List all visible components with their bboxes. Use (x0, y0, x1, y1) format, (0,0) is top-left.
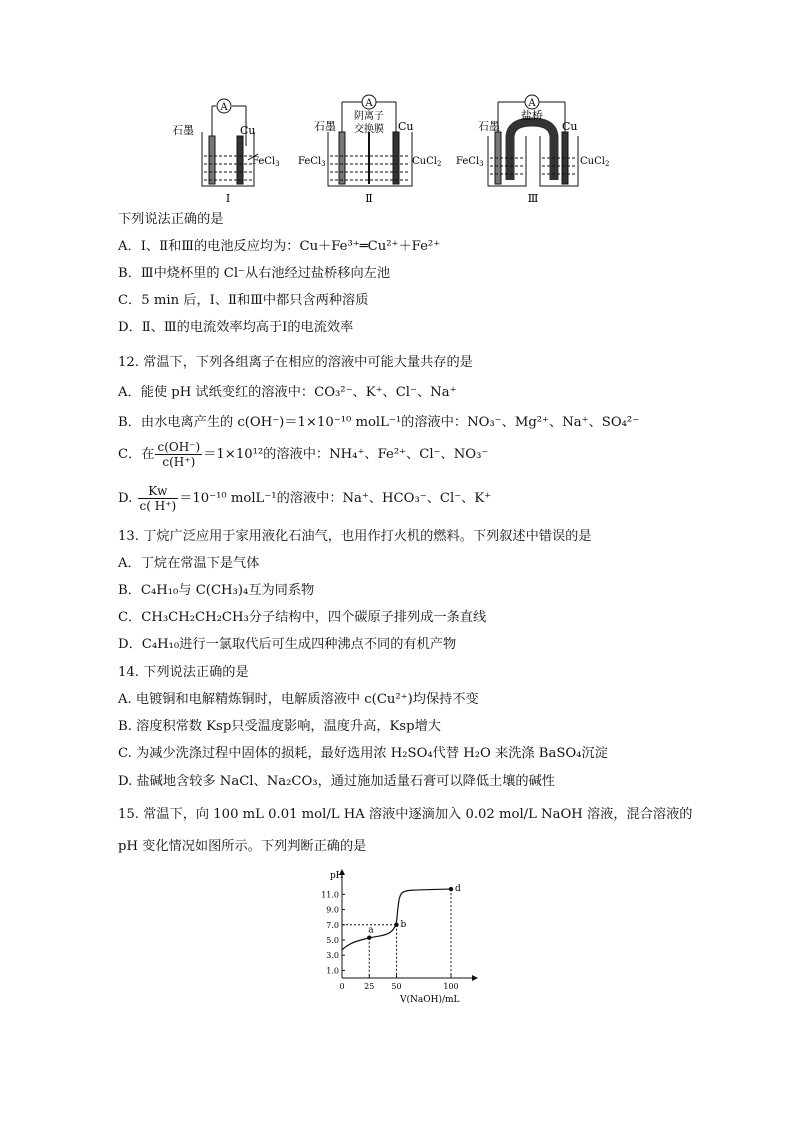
q12-c-prefix: C．在 (118, 447, 155, 462)
cell-2-numeral: Ⅱ (365, 192, 373, 205)
q12-d-numerator: Kw (138, 484, 179, 499)
fecl3-label-3: FeCl$_3$ (456, 156, 484, 168)
cu-label-3: Cu (562, 120, 578, 133)
q13-stem: 13. 丁烷广泛应用于家用液化石油气，也用作打火机的燃料。下列叙述中错误的是 (118, 529, 592, 544)
q13-option-d: D．C₄H₁₀进行一氯取代后可生成四种沸点不同的有机产物 (118, 637, 457, 652)
q14-stem: 14. 下列说法正确的是 (118, 665, 249, 680)
membrane-label-line2: 交换膜 (354, 124, 384, 135)
fecl3-label-1: FeCl$_3$ (252, 156, 280, 168)
q12-d-fraction (138, 484, 179, 513)
ammeter-1-label: A (220, 102, 228, 113)
q12-c-numerator: c(OH⁻) (157, 440, 201, 454)
cu-label-2: Cu (398, 120, 414, 133)
q13-option-b: B．C₄H₁₀与 C(CH₃)₄互为同系物 (118, 583, 315, 598)
q12-c-suffix: ＝1×10¹²的溶液中：NH₄⁺、Fe²⁺、Cl⁻、NO₃⁻ (203, 447, 489, 462)
q14-option-c: C. 为减少洗涤过程中固体的损耗，最好选用浓 H₂SO₄代替 H₂O 来洗涤 BaSO₄沉淀 (118, 746, 608, 761)
ammeter-2-label: A (365, 98, 373, 109)
x-tick-label: 25 (364, 982, 375, 991)
q12-d-suffix: ＝10⁻¹⁰ molL⁻¹的溶液中：Na⁺、HCO₃⁻、Cl⁻、K⁺ (179, 491, 492, 506)
q11-option-d: D．Ⅱ、Ⅲ的电流效率均高于Ⅰ的电流效率 (118, 320, 354, 335)
point-b (394, 923, 398, 927)
q15-stem-line1: 15. 常温下，向 100 mL 0.01 mol/L HA 溶液中逐滴加入 0.02 mol/L NaOH 溶液，混合溶液的 (118, 807, 693, 822)
titration-curve-chart (312, 866, 502, 1008)
y-tick-label: 7.0 (326, 920, 339, 930)
q14-option-b: B. 溶度积常数 Ksp只受温度影响，温度升高，Ksp增大 (118, 719, 441, 734)
q12-option-c (118, 440, 488, 469)
graphite-label-1: 石墨 (172, 124, 194, 137)
q12-d-prefix: D. (118, 491, 133, 506)
cell-1-numeral: Ⅰ (225, 192, 231, 205)
cu-label-1: Cu (240, 124, 256, 137)
q13-option-a: A．丁烷在常温下是气体 (118, 556, 260, 571)
graphite-label-3: 石墨 (478, 120, 500, 133)
cell-3-numeral: Ⅲ (527, 192, 539, 205)
titration-curve (342, 889, 451, 950)
q12-option-a: A．能使 pH 试纸变红的溶液中：CO₃²⁻、K⁺、Cl⁻、Na⁺ (118, 385, 457, 400)
y-tick-label: 9.0 (326, 905, 339, 915)
q13-option-c: C．CH₃CH₂CH₂CH₃分子结构中，四个碳原子排列成一条直线 (118, 610, 487, 625)
salt-bridge-label: 盐桥 (521, 109, 543, 122)
graphite-label-2: 石墨 (314, 120, 336, 133)
q14-option-a: A. 电镀铜和电解精炼铜时，电解质溶液中 c(Cu²⁺)均保持不变 (118, 692, 479, 707)
y-tick-label: 11.0 (321, 890, 339, 900)
x-tick-label: 100 (443, 982, 459, 991)
y-axis-label: pH (330, 871, 344, 881)
cell-1 (202, 99, 258, 186)
fecl3-label-2: FeCl$_3$ (298, 156, 326, 168)
y-tick-label: 1.0 (326, 966, 339, 976)
q11-option-b: B．Ⅲ中烧杯里的 Cl⁻从右池经过盐桥移向左池 (118, 266, 391, 281)
membrane-label-line1: 阴离子 (354, 111, 384, 122)
point-label-a: a (368, 925, 374, 936)
point-label-d: d (455, 884, 461, 895)
q12-stem: 12. 常温下，下列各组离子在相应的溶液中可能大量共存的是 (118, 355, 473, 370)
cucl2-label-2: CuCl$_2$ (412, 156, 442, 168)
q11-stem: 下列说法正确的是 (118, 212, 224, 227)
electrochemical-cells-figure (172, 92, 620, 210)
point-label-b: b (400, 919, 407, 930)
x-tick-label: 0 (339, 982, 345, 991)
x-axis-label: V(NaOH)/mL (400, 995, 460, 1005)
q12-c-denominator: c(H⁺) (162, 455, 196, 469)
y-tick-label: 5.0 (326, 936, 339, 945)
y-tick-label: 3.0 (326, 951, 339, 961)
point-a (367, 936, 371, 940)
q12-option-b: B．由水电离产生的 c(OH⁻)＝1×10⁻¹⁰ molL⁻¹的溶液中：NO₃⁻、Mg²⁺、Na⁺、SO₄²⁻ (118, 415, 640, 430)
q12-d-denominator: c( H⁺) (139, 499, 177, 513)
point-d (449, 887, 453, 891)
q12-option-d (118, 484, 491, 513)
q15-stem-line2: pH 变化情况如图所示。下列判断正确的是 (118, 839, 367, 854)
q14-option-d: D. 盐碱地含较多 NaCl、Na₂CO₃，通过施加适量石膏可以降低土壤的碱性 (118, 774, 555, 789)
q11-option-c: C．5 min 后，Ⅰ、Ⅱ和Ⅲ中都只含两种溶质 (118, 293, 369, 308)
ammeter-3-label: A (528, 98, 536, 109)
q12-c-fraction (155, 440, 202, 469)
cucl2-label-3: CuCl$_2$ (580, 156, 610, 168)
x-tick-label: 50 (391, 982, 402, 991)
q11-option-a: A．Ⅰ、Ⅱ和Ⅲ的电池反应均为：Cu＋Fe³⁺═Cu²⁺＋Fe²⁺ (118, 239, 441, 254)
